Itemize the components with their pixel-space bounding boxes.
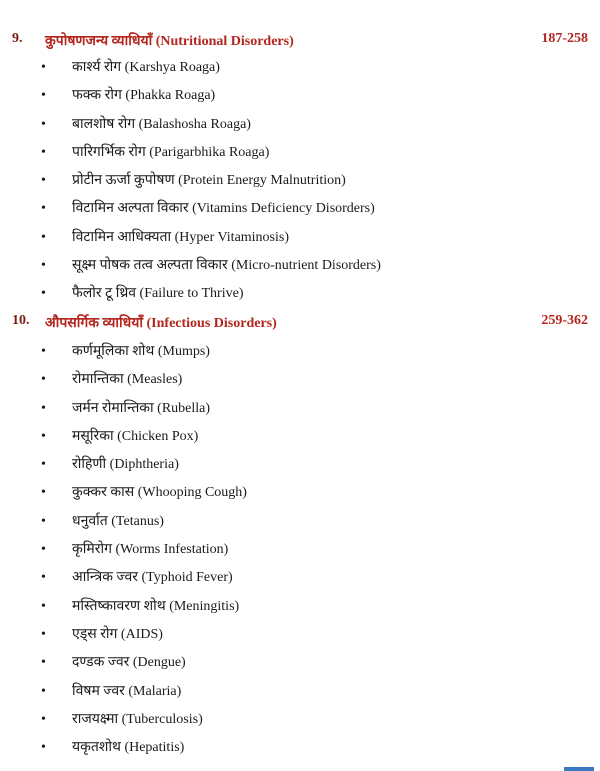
list-item-text: आन्त्रिक ज्वर (Typhoid Fever)	[72, 570, 233, 586]
topic-list	[0, 343, 600, 767]
list-item	[0, 400, 600, 428]
list-item-text: धनुर्वात (Tetanus)	[72, 513, 164, 529]
list-item	[0, 172, 600, 200]
bullet-icon: •	[41, 655, 46, 671]
list-item	[0, 343, 600, 371]
bullet-icon: •	[41, 229, 46, 245]
list-item	[0, 739, 600, 767]
list-item-text: रोमान्तिका (Measles)	[72, 372, 183, 388]
list-item	[0, 484, 600, 512]
list-item-text: कर्णमूलिका शोथ (Mumps)	[72, 344, 210, 359]
bullet-icon: •	[41, 485, 46, 501]
list-item	[0, 654, 600, 682]
list-item-text: रोहिणी (Diphtheria)	[72, 457, 179, 473]
list-item	[0, 371, 600, 399]
list-item	[0, 59, 600, 87]
bullet-icon: •	[41, 598, 46, 614]
list-item-text: फक्क रोग (Phakka Roaga)	[72, 88, 216, 104]
bullet-icon: •	[41, 258, 46, 274]
list-item-text: जर्मन रोमान्तिका (Rubella)	[72, 400, 211, 416]
bullet-icon: •	[41, 570, 46, 586]
list-item	[0, 87, 600, 115]
bullet-icon: •	[41, 201, 46, 217]
bullet-icon: •	[41, 683, 46, 699]
list-item-text: प्रोटीन ऊर्जा कुपोषण (Protein Energy Malnutrition)	[72, 173, 346, 189]
list-item-text: दण्डक ज्वर (Dengue)	[72, 655, 186, 671]
list-item	[0, 598, 600, 626]
section-title: औपसर्गिक व्याधियाँ (Infectious Disorders)	[45, 316, 277, 331]
section-header	[0, 313, 600, 335]
list-item-text: बालशोष रोग (Balashosha Roaga)	[72, 116, 251, 132]
section-page-range: 187-258	[541, 31, 588, 46]
bullet-icon: •	[41, 372, 46, 388]
list-item-text: पारिगर्भिक रोग (Parigarbhika Roaga)	[72, 144, 270, 160]
bullet-icon: •	[41, 144, 46, 160]
list-item-text: फैलोर टू थ्रिव (Failure to Thrive)	[72, 286, 244, 302]
list-item	[0, 116, 600, 144]
page-corner-mark	[564, 767, 594, 771]
bullet-icon: •	[41, 428, 46, 444]
list-item	[0, 513, 600, 541]
list-item-text: एड्स रोग (AIDS)	[72, 626, 163, 642]
bullet-icon: •	[41, 740, 46, 756]
list-item-text: मस्तिष्कावरण शोथ (Meningitis)	[72, 598, 240, 614]
topic-list	[0, 59, 600, 314]
list-item-text: कुक्कर कास (Whooping Cough)	[72, 485, 247, 501]
bullet-icon: •	[41, 513, 46, 529]
list-item	[0, 428, 600, 456]
list-item-text: मसूरिका (Chicken Pox)	[72, 428, 199, 444]
bullet-icon: •	[41, 542, 46, 558]
list-item-text: यकृतशोथ (Hepatitis)	[72, 740, 185, 756]
list-item-text: कृमिरोग (Worms Infestation)	[72, 542, 229, 558]
bullet-icon: •	[41, 400, 46, 416]
list-item-text: राजयक्ष्मा (Tuberculosis)	[72, 711, 203, 727]
list-item	[0, 711, 600, 739]
list-item	[0, 456, 600, 484]
bullet-icon: •	[41, 457, 46, 473]
list-item	[0, 285, 600, 313]
bullet-icon: •	[41, 116, 46, 132]
section-page-range: 259-362	[541, 313, 588, 328]
bullet-icon: •	[41, 711, 46, 727]
section-infectious-disorders	[0, 313, 600, 767]
section-nutritional-disorders	[0, 31, 600, 314]
bullet-icon: •	[41, 286, 46, 302]
bullet-icon: •	[41, 60, 46, 75]
bullet-icon: •	[41, 626, 46, 642]
list-item	[0, 569, 600, 597]
list-item	[0, 257, 600, 285]
list-item	[0, 200, 600, 228]
list-item	[0, 144, 600, 172]
list-item-text: विटामिन आधिक्यता (Hyper Vitaminosis)	[72, 229, 290, 245]
list-item	[0, 683, 600, 711]
list-item-text: कार्श्य रोग (Karshya Roaga)	[72, 60, 220, 75]
bullet-icon: •	[41, 173, 46, 189]
list-item-text: विषम ज्वर (Malaria)	[72, 683, 182, 699]
bullet-icon: •	[41, 88, 46, 104]
section-header	[0, 31, 600, 53]
section-number: 10.	[12, 313, 30, 328]
section-title: कुपोषणजन्य व्याधियाँ (Nutritional Disorders)	[45, 34, 294, 49]
bullet-icon: •	[41, 344, 46, 359]
list-item-text: विटामिन अल्पता विकार (Vitamins Deficiency Disorders)	[72, 201, 375, 217]
section-number: 9.	[12, 31, 23, 46]
list-item	[0, 626, 600, 654]
list-item	[0, 229, 600, 257]
list-item	[0, 541, 600, 569]
list-item-text: सूक्ष्म पोषक तत्व अल्पता विकार (Micro-nutrient Disorders)	[72, 258, 381, 274]
